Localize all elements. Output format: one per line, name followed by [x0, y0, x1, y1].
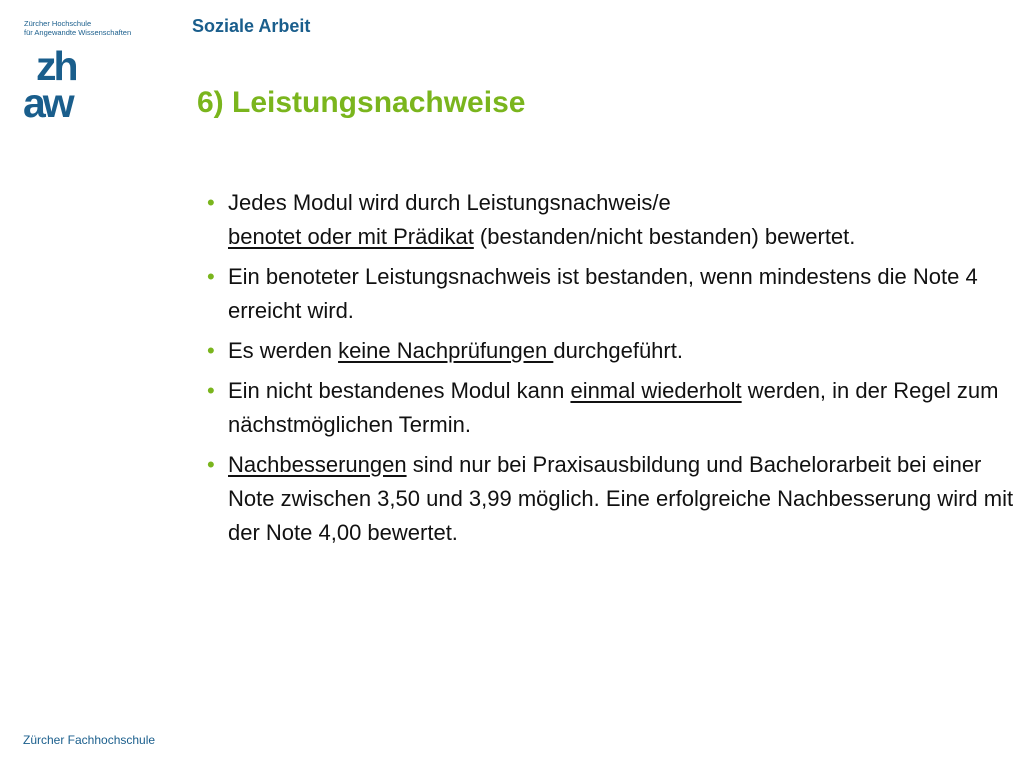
bullet-item	[207, 334, 1019, 368]
bullet-list	[207, 186, 1019, 556]
department-label: Soziale Arbeit	[192, 16, 311, 36]
bullet-item	[207, 260, 1019, 328]
bullet-dot-icon: •	[207, 452, 215, 477]
bullet-text: Ein nicht bestandenes Modul kann	[228, 378, 571, 403]
logo-text-bottom: aw	[23, 80, 72, 120]
institution-line-1: Zürcher Hochschule	[24, 19, 92, 28]
bullet-item	[207, 374, 1019, 442]
bullet-item	[207, 448, 1019, 550]
bullet-dot-icon: •	[207, 264, 215, 289]
bullet-dot-icon: •	[207, 378, 215, 403]
zhaw-logo-icon	[22, 46, 100, 120]
bullet-text: (bestanden/nicht bestanden) bewertet.	[473, 224, 856, 249]
bullet-text: werden, in der Regel zum nächstmöglichen Termin.	[228, 378, 999, 437]
institution-name	[24, 20, 131, 37]
institution-line-2: für Angewandte Wissenschaften	[24, 27, 132, 37]
bullet-text: Jedes Modul wird durch Leistungsnachweis/e	[228, 190, 671, 215]
bullet-text: Es werden	[228, 338, 339, 363]
logo-text-top: zh	[36, 46, 76, 89]
bullet-dot-icon: •	[207, 338, 215, 363]
slide-title: 6) Leistungsnachweise	[197, 86, 526, 119]
underlined-text: einmal wiederholt	[570, 378, 742, 403]
bullet-item	[207, 186, 1019, 254]
underlined-text: keine Nachprüfungen	[338, 338, 554, 363]
zhaw-logo	[22, 46, 100, 120]
bullet-dot-icon: •	[207, 190, 215, 215]
underlined-text: benotet oder mit Prädikat	[228, 224, 474, 249]
bullet-text: durchgeführt.	[553, 338, 683, 363]
footer-text: Zürcher Fachhochschule	[23, 733, 156, 747]
bullet-text: sind nur bei Praxisausbildung und Bachelorarbeit bei einer Note zwischen 3,50 und 3,99 möglich. Eine erfolgreiche Nachbesserung wird mit der Note 4,00 bewertet.	[228, 452, 1014, 545]
bullet-text: Ein benoteter Leistungsnachweis ist bestanden, wenn mindestens die Note 4 erreicht wird.	[228, 264, 978, 323]
underlined-text: Nachbesserungen	[228, 452, 407, 477]
